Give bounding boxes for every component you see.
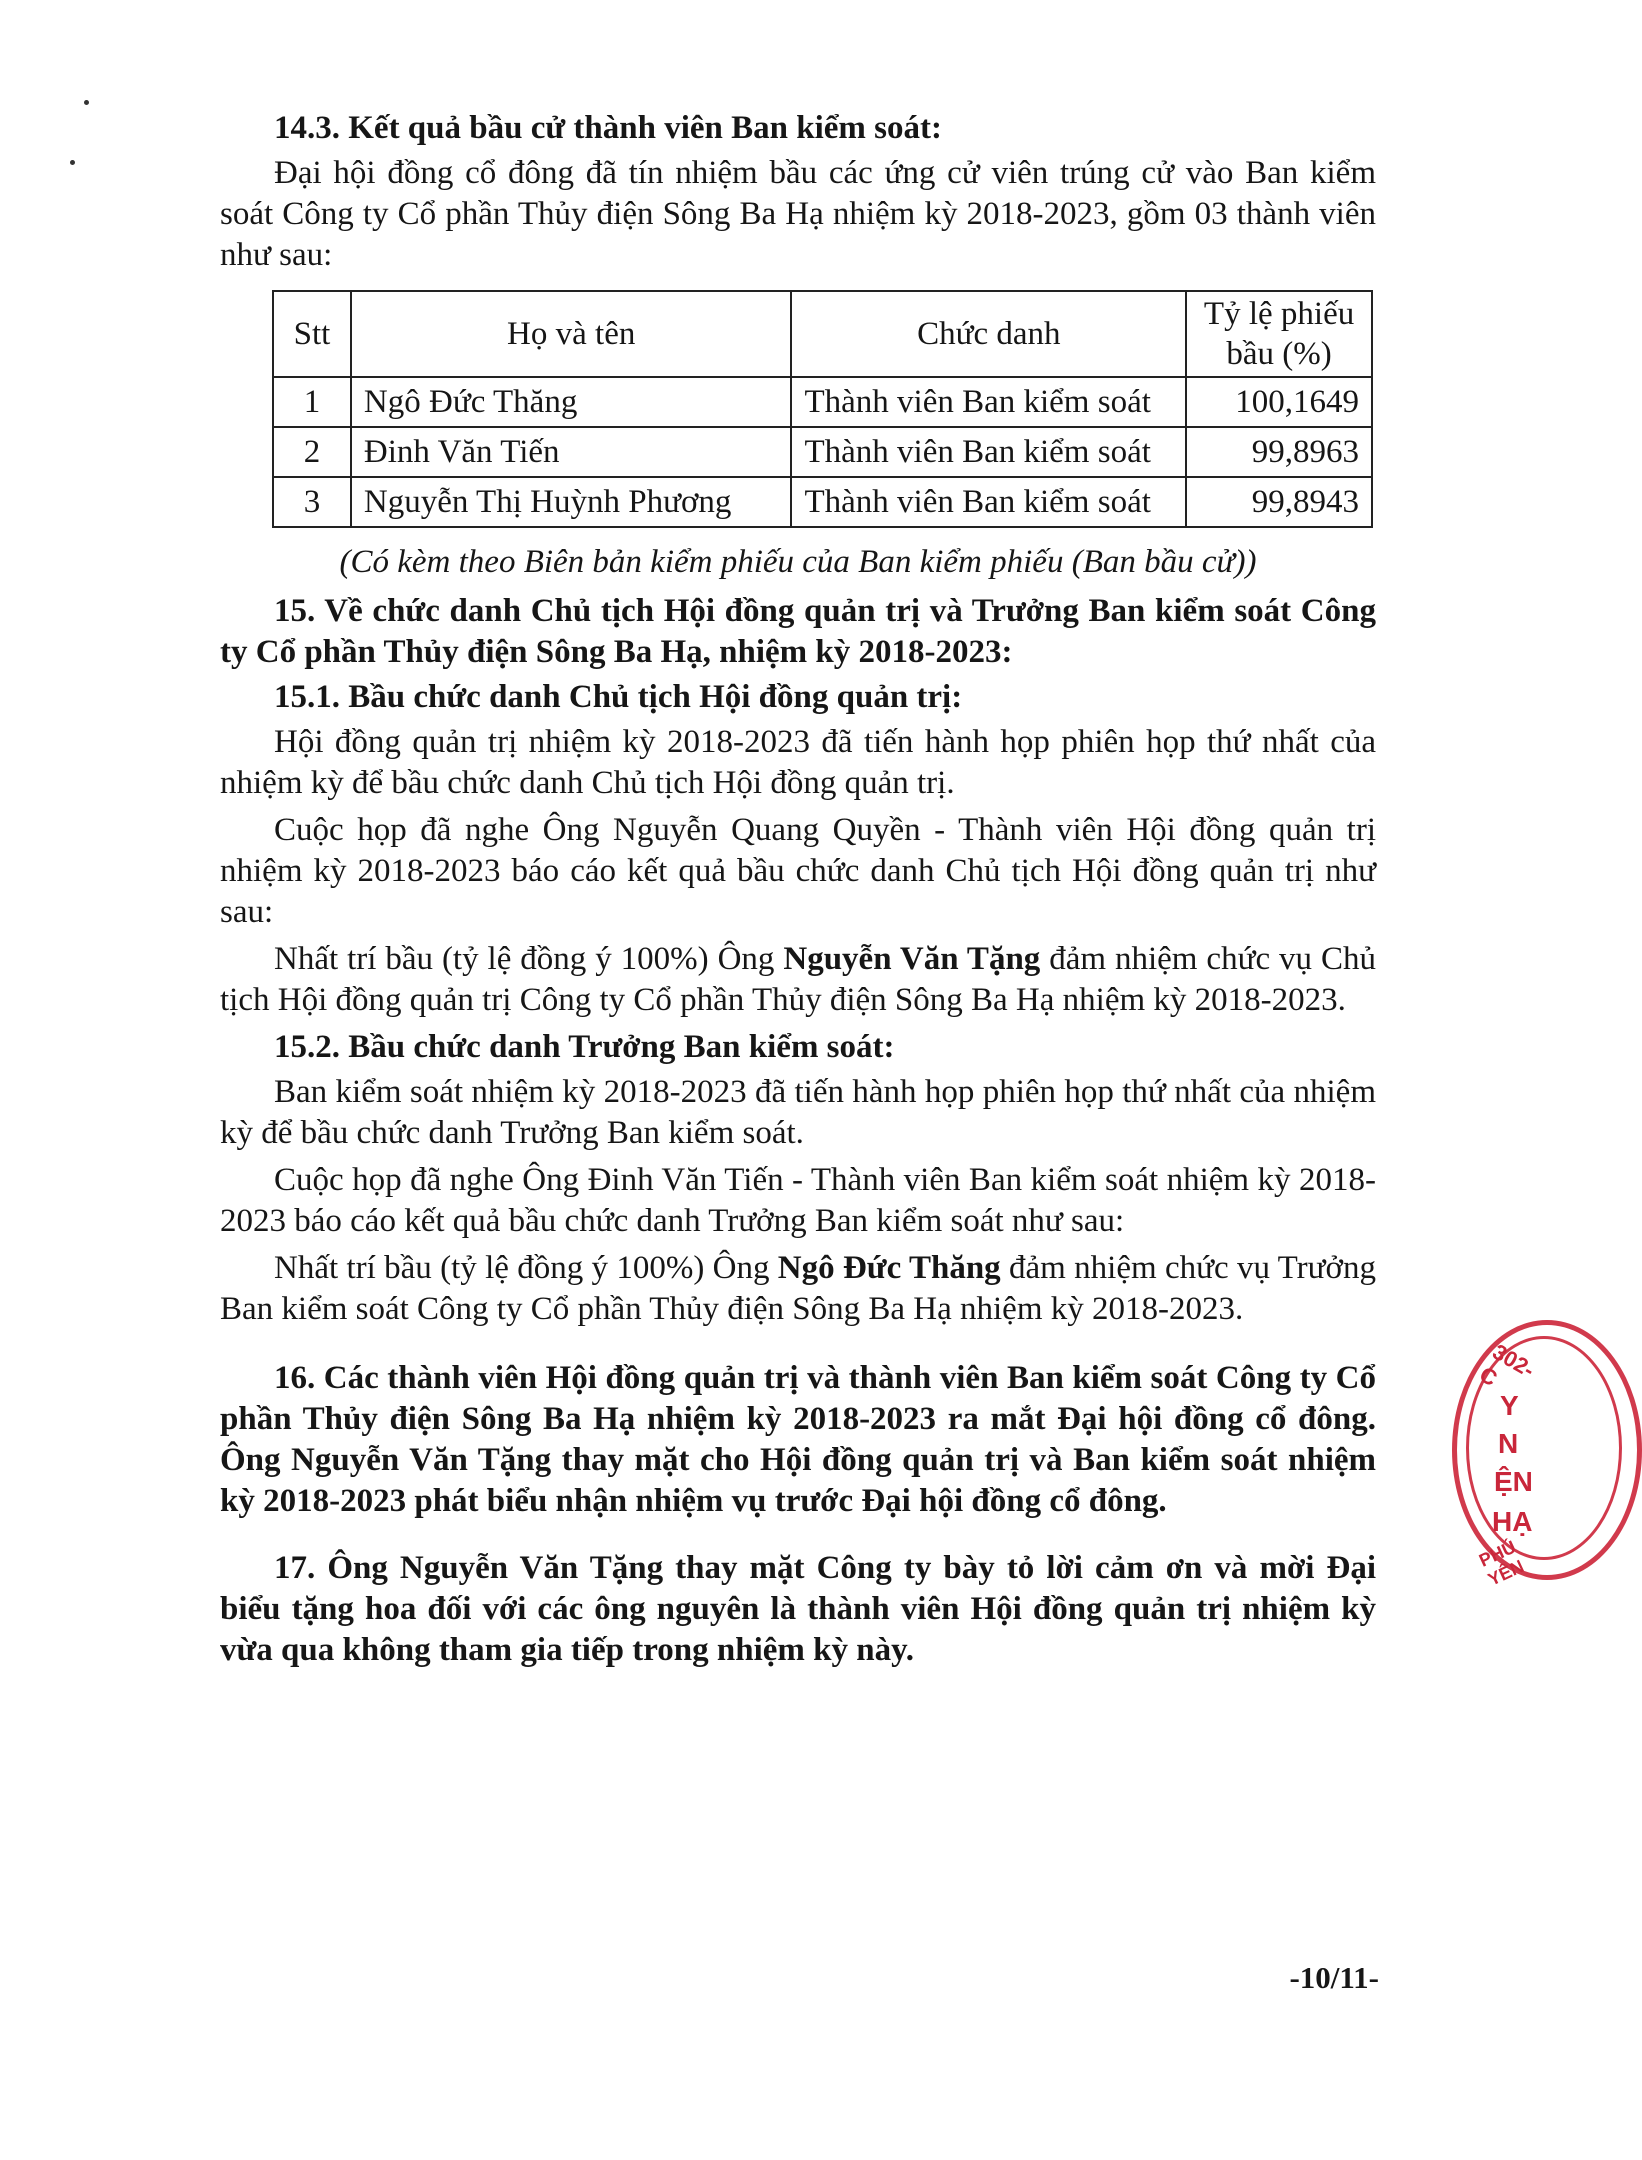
section-15-2-paragraph-2: Cuộc họp đã nghe Ông Đinh Văn Tiến - Thành viên Ban kiểm soát nhiệm kỳ 2018-2023 báo cáo kết quả bầu chức danh Trưởng Ban kiểm soát như sau: [220,1162,1376,1239]
company-seal-stamp [1452,1320,1542,1590]
cell-role: Thành viên Ban kiểm soát [791,427,1186,477]
stamp-text: ỆN [1494,1466,1533,1497]
resolution-text-before: Nhất trí bầu (tỷ lệ đồng ý 100%) Ông [274,1250,778,1286]
scan-speck [84,100,89,105]
cell-name: Đinh Văn Tiến [351,427,792,477]
section-14-3-intro: Đại hội đồng cổ đông đã tín nhiệm bầu các ứng cử viên trúng cử vào Ban kiểm soát Công ty Cổ phần Thủy điện Sông Ba Hạ nhiệm kỳ 2018-2023, gồm 03 thành viên như sau: [220,155,1376,273]
supervisory-head-name: Ngô Đức Thăng [777,1250,1001,1286]
table-row [273,427,1372,477]
table-note: (Có kèm theo Biên bản kiểm phiếu của Ban kiểm phiếu (Ban bầu cử)) [339,544,1257,580]
cell-vote-percent: 99,8963 [1186,427,1372,477]
section-15-1-paragraph-3 [220,939,1376,1021]
document-page [220,108,1376,1675]
cell-vote-percent: 100,1649 [1186,377,1372,427]
header-vote-percent: Tỷ lệ phiếu bầu (%) [1186,291,1372,377]
header-stt: Stt [273,291,351,377]
section-15-1-paragraph-2: Cuộc họp đã nghe Ông Nguyễn Quang Quyền - Thành viên Hội đồng quản trị nhiệm kỳ 2018-2023 báo cáo kết quả bầu chức danh Chủ tịch Hội đồng quản trị như sau: [220,812,1376,930]
resolution-text-after: đảm nhiệm chức vụ Chủ tịch Hội đồng quản trị Công ty Cổ phần Thủy điện Sông Ba Hạ nhiệm kỳ 2018-2023. [220,941,1376,1018]
section-15-2-paragraph-3 [220,1248,1376,1330]
cell-stt: 2 [273,427,351,477]
resolution-text-before: Nhất trí bầu (tỷ lệ đồng ý 100%) Ông [274,941,784,977]
table-row [273,377,1372,427]
stamp-text: HẠ [1492,1506,1533,1537]
cell-stt: 1 [273,377,351,427]
cell-stt: 3 [273,477,351,527]
cell-name: Nguyễn Thị Huỳnh Phương [351,477,792,527]
stamp-text: N [1498,1428,1519,1459]
stamp-text: Y [1500,1390,1519,1421]
section-14-3-heading: 14.3. Kết quả bầu cử thành viên Ban kiểm soát: [274,110,942,146]
cell-role: Thành viên Ban kiểm soát [791,477,1186,527]
section-15-1-paragraph-1: Hội đồng quản trị nhiệm kỳ 2018-2023 đã tiến hành họp phiên họp thứ nhất của nhiệm kỳ để bầu chức danh Chủ tịch Hội đồng quản trị. [220,724,1376,801]
resolution-text-after: đảm nhiệm chức vụ Trưởng Ban kiểm soát Công ty Cổ phần Thủy điện Sông Ba Hạ nhiệm kỳ 2018-2023. [220,1250,1376,1327]
stamp-text: 302-C [1475,1338,1540,1392]
section-15-2-heading: 15.2. Bầu chức danh Trưởng Ban kiểm soát: [274,1029,895,1065]
cell-role: Thành viên Ban kiểm soát [791,377,1186,427]
header-name: Họ và tên [351,291,792,377]
section-15-heading: 15. Về chức danh Chủ tịch Hội đồng quản trị và Trưởng Ban kiểm soát Công ty Cổ phần Thủy điện Sông Ba Hạ, nhiệm kỳ 2018-2023: [220,593,1376,670]
table-header-row [273,291,1372,377]
section-17: 17. Ông Nguyễn Văn Tặng thay mặt Công ty bày tỏ lời cảm ơn và mời Đại biểu tặng hoa đối với các ông nguyên là thành viên Hội đồng quản trị nhiệm kỳ vừa qua không tham gia tiếp trong nhiệm kỳ này. [220,1550,1376,1668]
chairman-name: Nguyễn Văn Tặng [783,941,1041,977]
stamp-text: PHÚ YÊN [1475,1536,1527,1590]
page-number: -10/11- [1289,1960,1379,1995]
section-15-2-paragraph-1: Ban kiểm soát nhiệm kỳ 2018-2023 đã tiến hành họp phiên họp thứ nhất của nhiệm kỳ để bầu chức danh Trưởng Ban kiểm soát. [220,1074,1376,1151]
section-15-1-heading: 15.1. Bầu chức danh Chủ tịch Hội đồng quản trị: [274,679,963,715]
header-role: Chức danh [791,291,1186,377]
cell-name: Ngô Đức Thăng [351,377,792,427]
scan-speck [70,160,75,165]
table-row [273,477,1372,527]
cell-vote-percent: 99,8943 [1186,477,1372,527]
supervisory-board-results-table [272,290,1373,528]
section-16: 16. Các thành viên Hội đồng quản trị và thành viên Ban kiểm soát Công ty Cổ phần Thủy điện Sông Ba Hạ nhiệm kỳ 2018-2023 ra mắt Đại hội đồng cổ đông. Ông Nguyễn Văn Tặng thay mặt cho Hội đồng quản trị và Ban kiểm soát nhiệm kỳ 2018-2023 phát biểu nhận nhiệm vụ trước Đại hội đồng cổ đông. [220,1360,1376,1519]
